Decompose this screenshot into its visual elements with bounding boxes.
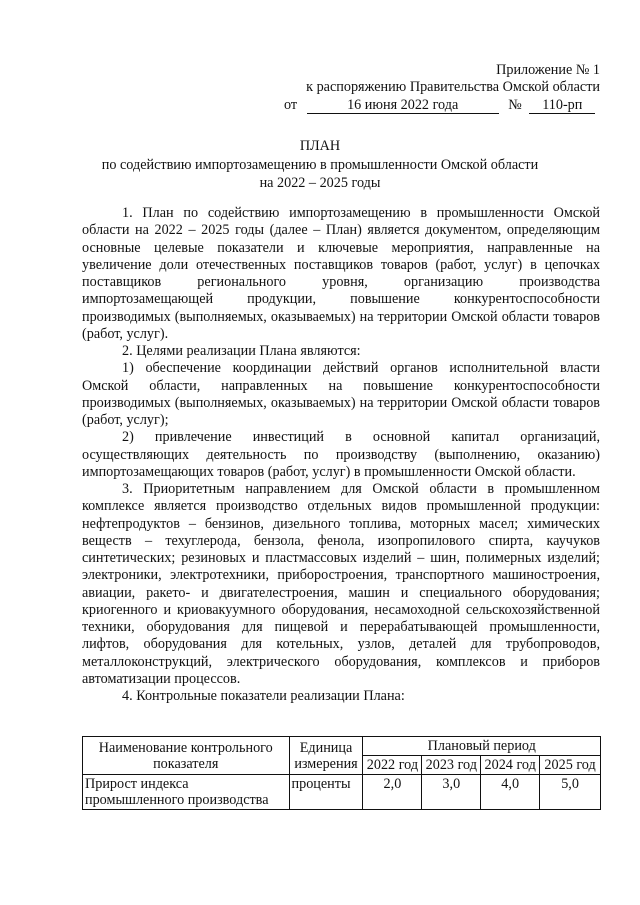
row-value: 2,0: [363, 775, 422, 810]
appendix-reference: к распоряжению Правительства Омской области: [306, 79, 600, 95]
row-value: 3,0: [422, 775, 481, 810]
paragraph-2: 2. Целями реализации Плана являются:: [122, 343, 361, 359]
row-unit: проценты: [289, 775, 363, 810]
document-title: [0, 137, 640, 192]
header-indicator-name: Наименование контрольного показателя: [83, 737, 290, 775]
row-indicator-name: Прирост индекса промышленного производства: [83, 775, 290, 810]
row-value: 5,0: [540, 775, 601, 810]
paragraph-3: 3. Приоритетным направлением для Омской области в промышленном комплексе является производство отдельных видов промышленной продукции: нефтепродуктов – бензинов, дизельного топлива, моторных масел; химических веществ – техуглерода, бензола, фенола, изопропилового спирта, каучуков синтетических; резиновых и пластмассовых изделий – шин, полимерных изделий; электроники, электротехники, приборостроения, транспортного машиностроения, авиации, ракето- и двигателестроения, машин и специального оборудования; криогенного и криовакуумного оборудования, несамоходной сельскохозяйственной техники, оборудования для пищевой и перерабатывающей промышленности, лифтов, оборудования для котельных, узлов, деталей для трубопроводов, металлоконструкций, электрического оборудования, комплексов и приборов автоматизации процессов.: [82, 481, 600, 687]
kpi-table: [82, 736, 601, 810]
appendix-title: Приложение № 1: [496, 62, 600, 78]
table-header-row: [83, 737, 601, 756]
header-year: 2025 год: [540, 756, 601, 775]
decree-number: 110-рп: [529, 98, 595, 114]
decree-date: 16 июня 2022 года: [307, 98, 499, 114]
paragraph-4: 4. Контрольные показатели реализации Плана:: [122, 688, 405, 704]
row-value: 4,0: [481, 775, 540, 810]
table-row: [83, 775, 601, 810]
title-subtitle-2: на 2022 – 2025 годы: [259, 175, 381, 191]
header-year: 2024 год: [481, 756, 540, 775]
document-body: [82, 205, 600, 705]
header-planned-period: Плановый период: [363, 737, 601, 756]
paragraph-2-item-2: 2) привлечение инвестиций в основной капитал организаций, осуществляющих деятельность по производству (выполнению, оказанию) импортозамещающих товаров (работ, услуг) в промышленности Омской области.: [82, 429, 600, 480]
appendix-block: [270, 62, 600, 114]
title-heading: ПЛАН: [299, 138, 341, 154]
header-year: 2022 год: [363, 756, 422, 775]
paragraph-1: 1. План по содействию импортозамещению в промышленности Омской области на 2022 – 2025 годы (далее – План) является документом, определяющим основные целевые показатели и ключевые мероприятия, направленные на увеличение доли отечественных поставщиков товаров (работ, услуг) в цепочках поставщиков регионального уровня, организацию производства импортозамещающей продукции, повышение конкурентоспособности производимых (выполняемых, оказываемых) на территории Омской области товаров (работ, услуг).: [82, 205, 600, 342]
title-subtitle-1: по содействию импортозамещению в промышленности Омской области: [101, 157, 539, 173]
from-label: от: [284, 97, 298, 113]
appendix-date-row: [270, 97, 600, 114]
header-year: 2023 год: [422, 756, 481, 775]
number-label: №: [508, 97, 522, 113]
header-unit: Единица измерения: [289, 737, 363, 775]
paragraph-2-item-1: 1) обеспечение координации действий органов исполнительной власти Омской области, направленных на повышение конкурентоспособности производимых (выполняемых, оказываемых) на территории Омской области товаров (работ, услуг);: [82, 360, 600, 428]
